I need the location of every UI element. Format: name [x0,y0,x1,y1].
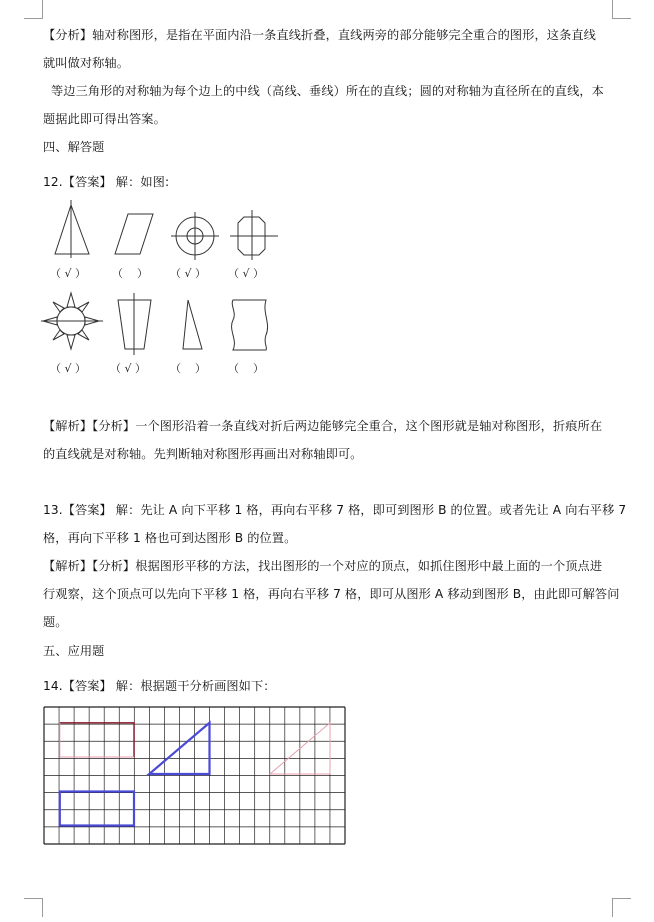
mark-1-2: （ ） [112,267,148,280]
mark-1-1: （ √ ） [50,267,87,280]
mark-2-3: （ ） [170,362,206,375]
answer-13-line-1: 13.【答案】 解：先让 A 向下平移 1 格，再向右平移 7 格，即可到图形 B 的位置。或者先让 A 向右平移 7 [43,503,627,517]
trapezoid-figure [118,293,151,355]
text-line-4: 题据此即可得出答案。 [43,112,166,126]
triangle-figure [55,200,89,258]
corner-mark-bottom-left [24,898,43,917]
octagon-figure [230,210,278,260]
grid-figure [43,706,346,846]
figures-row-1 [40,198,290,262]
analysis-13-line-2: 行观察，这个顶点可以先向下平移 1 格，再向右平移 7 格，即可从图形 A 移动到图形 B，由此即可解答问 [43,587,620,601]
rectangle-blue [60,792,134,826]
analysis-12-line-2: 的直线就是对称轴。先判断轴对称图形再画出对称轴即可。 [43,447,363,461]
corner-mark-top-right [612,0,631,19]
figures-row-2 [38,285,288,360]
section-heading-5: 五、应用题 [43,644,105,658]
analysis-13-line-1: 【解析】【分析】根据图形平移的方法，找出图形的一个对应的顶点，如抓住图形中最上面的一个顶点进 [43,559,603,573]
rectangle-a [60,723,134,757]
answer-12-heading: 12.【答案】 解：如图: [43,175,170,189]
concentric-circles-figure [171,212,219,260]
corner-mark-bottom-right [612,898,631,917]
section-heading-4: 四、解答题 [43,140,105,154]
corner-mark-top-left [24,0,43,19]
text-line-2: 就叫做对称轴。 [43,56,130,70]
grid-lines [44,707,345,844]
mark-2-1: （ √ ） [50,362,87,375]
mark-1-3: （ √ ） [170,267,207,280]
text-line-3: 等边三角形的对称轴为每个边上的中线（高线、垂线）所在的直线；圆的对称轴为直径所在的直线，本 [51,84,604,98]
analysis-12-line-1: 【解析】【分析】一个图形沿着一条直线对折后两边能够完全重合，这个图形就是轴对称图形，折痕所在 [43,419,603,433]
mark-1-4: （ √ ） [228,267,265,280]
wavy-figure [232,300,268,350]
parallelogram-figure [115,214,153,254]
text-line-1: 【分析】轴对称图形，是指在平面内沿一条直线折叠，直线两旁的部分能够完全重合的图形，这条直线 [43,28,596,42]
analysis-13-line-3: 题。 [43,615,68,629]
answer-13-line-2: 格，再向下平移 1 格也可到达图形 B 的位置。 [43,531,297,545]
sun-figure [41,293,103,349]
mark-2-4: （ ） [228,362,264,375]
right-triangle-figure [183,300,202,349]
mark-2-2: （ √ ） [110,362,147,375]
answer-14-heading: 14.【答案】 解：根据题干分析画图如下： [43,679,276,693]
